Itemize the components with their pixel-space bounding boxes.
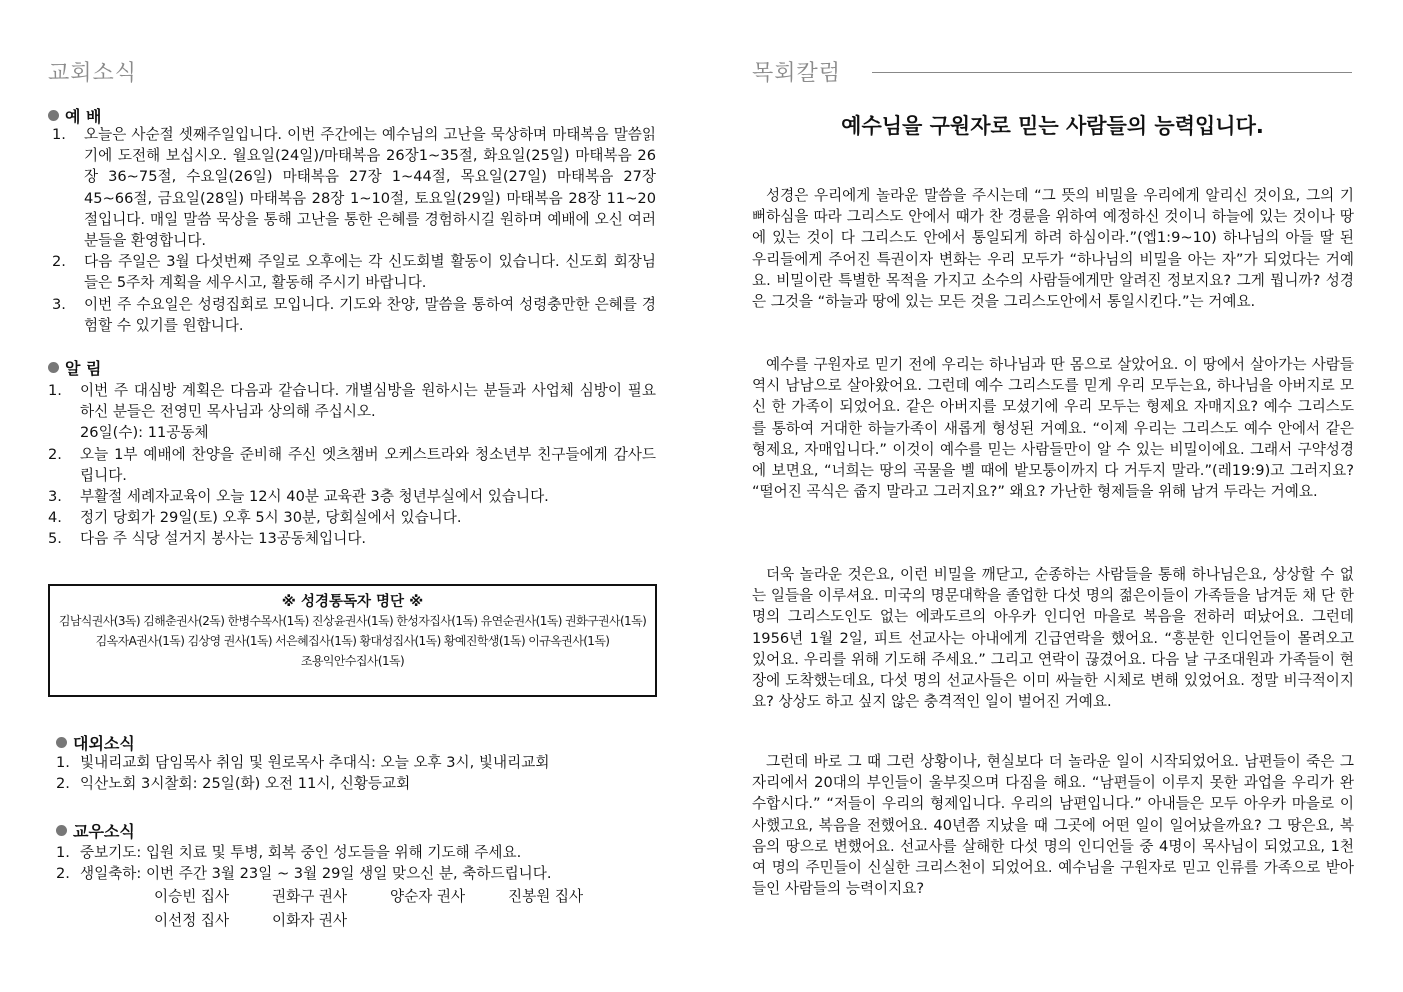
birthday-name: 이선정 집사	[154, 912, 230, 929]
notice-heading: 알 림	[48, 356, 101, 379]
list-item: 2. 다음 주일은 3월 다섯번째 주일로 오후에는 각 신도회별 활동이 있습니다. 신도회 회장님들은 5주차 계획을 세우시고, 활동해 주시기 바랍니다.	[52, 253, 656, 292]
worship-heading: 예 배	[48, 104, 101, 127]
column-paragraph: 더욱 놀라운 것은요, 이런 비밀을 깨닫고, 순종하는 사람들을 통해 하나님은요, 상상할 수 없는 일들을 이루셔요. 미국의 명문대학을 졸업한 다섯 명의 젊은이들이 가족들을 남겨둔 채 단 한 명의 그리스도인도 없는 에콰도르의 아우카 인디언 마을로 복음을 전하러 떠났어요. 그런데 1956년 1월 2일, 피트 선교사는 아내에게 긴급연락을 했어요. “흥분한 인디언들이 몰려오고 있어요. 우리를 위해 기도해 주세요.” 그리고 연락이 끊겼어요. 다음 날 구조대원과 가족들이 현장에 도착했는데요, 다섯 명의 선교사들은 이미 싸늘한 시체로 변해 있었어요. 정말 비극적이지요? 상상도 하고 싶지 않은 충격적인 일이 벌어진 거예요.	[752, 566, 1354, 711]
title-divider	[872, 72, 1352, 73]
list-item: 1. 중보기도: 입원 치료 및 투병, 회복 중인 성도들을 위해 기도해 주세요.	[56, 844, 522, 861]
worship-list	[52, 124, 656, 336]
bullet-icon	[56, 825, 67, 836]
list-item: 4. 정기 당회가 29일(토) 오후 5시 30분, 당회실에서 있습니다.	[48, 509, 462, 527]
list-item: 2. 익산노회 3시찰회: 25일(화) 오전 11시, 신황등교회	[56, 775, 411, 793]
bible-readers-line: 조용익안수집사(1독)	[300, 654, 405, 668]
list-item: 1. 빛내리교회 담임목사 취임 및 원로목사 추대식: 오늘 오후 3시, 빛내리교회	[56, 754, 550, 771]
birthday-name: 진봉원 집사	[508, 888, 584, 905]
list-item: 2. 오늘 1부 예배에 찬양을 준비해 주신 엣츠챔버 오케스트라와 청소년부 친구들에게 감사드립니다.	[48, 445, 656, 484]
column-paragraph: 예수를 구원자로 믿기 전에 우리는 하나님과 딴 몸으로 살았어요. 이 땅에서 살아가는 사람들 역시 남남으로 살아왔어요. 그런데 예수 그리스도를 믿게 우리 모두는요, 하나님을 아버지로 모신 한 가족이 되었어요. 같은 아버지를 모셨기에 우리 모두는 형제요 자매지요? 예수 그리스도를 통하여 거대한 하늘가족이 새롭게 형성된 거예요. “이제 우리는 그리스도 예수 안에서 같은 형제요, 자매입니다.” 이것이 예수를 믿는 사람들만이 알 수 있는 비밀이에요. 그래서 구약성경에 보면요, “너희는 땅의 곡물을 벨 때에 밭모퉁이까지 다 거두지 말라.”(레19:9)고 그러지요? “떨어진 곡식은 줍지 말라고 그러지요?” 왜요? 가난한 형제들을 위해 남겨 두라는 거예요.	[752, 356, 1354, 501]
list-item: 3. 이번 주 수요일은 성령집회로 모입니다. 기도와 찬양, 말씀을 통하여 성령충만한 은혜를 경험할 수 있기를 원합니다.	[52, 295, 656, 334]
birthday-name: 양순자 권사	[390, 888, 466, 905]
member-news-heading: 교우소식	[56, 819, 135, 842]
bullet-icon	[48, 362, 59, 373]
section-title-pastor-column: 목회칼럼	[752, 61, 842, 86]
member-news-list	[56, 842, 656, 884]
list-item: 1. 오늘은 사순절 셋째주일입니다. 이번 주간에는 예수님의 고난을 묵상하며 마태복음 말씀읽기에 도전해 보십시오. 월요일(24일)/마태복음 26장1~35절, 화요일(25일) 마태복음 26장 36~75절, 수요일(26일) 마태복음 27장 1~44절, 목요일(27일) 마태복음 27장 45~66절, 금요일(28일) 마태복음 28장 1~10절, 토요일(29일) 마태복음 28장 11~20절입니다. 매일 말씀 묵상을 통해 고난을 통한 은혜를 경험하시길 원하며 예배에 오신 여러분들을 환영합니다.	[52, 126, 656, 250]
list-item: 3. 부활절 세례자교육이 오늘 12시 40분 교육관 3층 청년부실에서 있습니다.	[48, 488, 549, 506]
birthday-list-row	[154, 886, 583, 907]
notice-list	[48, 380, 656, 550]
bullet-icon	[48, 110, 59, 121]
bible-readers-line: 김남식권사(3독) 김해춘권사(2독) 한병수목사(1독) 진상윤권사(1독) 한성자집사(1독) 유연순권사(1독) 권화구권사(1독)	[58, 614, 647, 628]
column-title: 예수님을 구원자로 믿는 사람들의 능력입니다.	[841, 114, 1264, 138]
bible-readers-title: ※ 성경통독자 명단 ※	[281, 594, 424, 610]
birthday-list-row	[154, 910, 347, 931]
church-news-page	[0, 0, 700, 992]
list-item: 26일(수): 11공동체	[80, 424, 209, 442]
bullet-icon	[56, 737, 67, 748]
column-paragraph: 그런데 바로 그 때 그런 상황이나, 현실보다 더 놀라운 일이 시작되었어요. 남편들이 죽은 그 자리에서 20대의 부인들이 울부짖으며 다짐을 해요. “남편들이 이루지 못한 과업을 우리가 완수합시다.” “저들이 우리의 형제입니다. 우리의 남편입니다.” 아내들은 모두 아우카 마을로 이사했고요, 복음을 전했어요. 40년쯤 지났을 때 그곳에 어떤 일이 일어났을까요? 그 땅은요, 복음의 땅으로 변했어요. 선교사를 살해한 다섯 명의 인디언들 중 4명이 목사님이 되었고요, 1천여 명의 주민들이 신실한 크리스천이 되었어요. 예수님을 구원자로 믿고 인류를 가족으로 받아들인 사람들의 능력이지요?	[752, 753, 1354, 898]
list-item: 1. 이번 주 대심방 계획은 다음과 같습니다. 개별심방을 원하시는 분들과 사업체 심방이 필요하신 분들은 전영민 목사님과 상의해 주십시오.	[48, 382, 656, 421]
section-title-church-news: 교회소식	[48, 61, 138, 86]
list-item: 5. 다음 주 식당 설거지 봉사는 13공동체입니다.	[48, 530, 367, 548]
birthday-name: 이승빈 집사	[154, 888, 230, 905]
pastor-column-page	[702, 0, 1403, 992]
birthday-name: 권화구 권사	[272, 888, 348, 905]
list-item: 2. 생일축하: 이번 주간 3월 23일 ~ 3월 29일 생일 맞으신 분, 축하드립니다.	[56, 865, 552, 883]
bible-readers-box	[48, 584, 657, 697]
bible-readers-line: 김옥자A권사(1독) 김상영 권사(1독) 서은혜집사(1독) 황대성집사(1독) 황예진학생(1독) 이규옥권사(1독)	[95, 634, 610, 648]
birthday-name: 이화자 권사	[272, 912, 348, 929]
column-paragraph: 성경은 우리에게 놀라운 말씀을 주시는데 “그 뜻의 비밀을 우리에게 알리신 것이요, 그의 기뻐하심을 따라 그리스도 안에서 때가 찬 경륜을 위하여 예정하신 것이니 하늘에 있는 것이나 땅에 있는 것이 다 그리스도 안에서 통일되게 하려 하심이라.”(엡1:9~10) 하나님의 아들 딸 된 우리들에게 주어진 특권이자 변화는 우리 모두가 “하나님의 비밀을 아는 자”가 되었다는 거예요. 비밀이란 특별한 목적을 가지고 소수의 사람들에게만 알려진 정보지요? 그게 뭡니까? 성경은 그것을 “하늘과 땅에 있는 모든 것을 그리스도안에서 통일시킨다.”는 거예요.	[752, 187, 1354, 311]
external-news-list	[56, 752, 656, 794]
external-news-heading: 대외소식	[56, 731, 135, 754]
